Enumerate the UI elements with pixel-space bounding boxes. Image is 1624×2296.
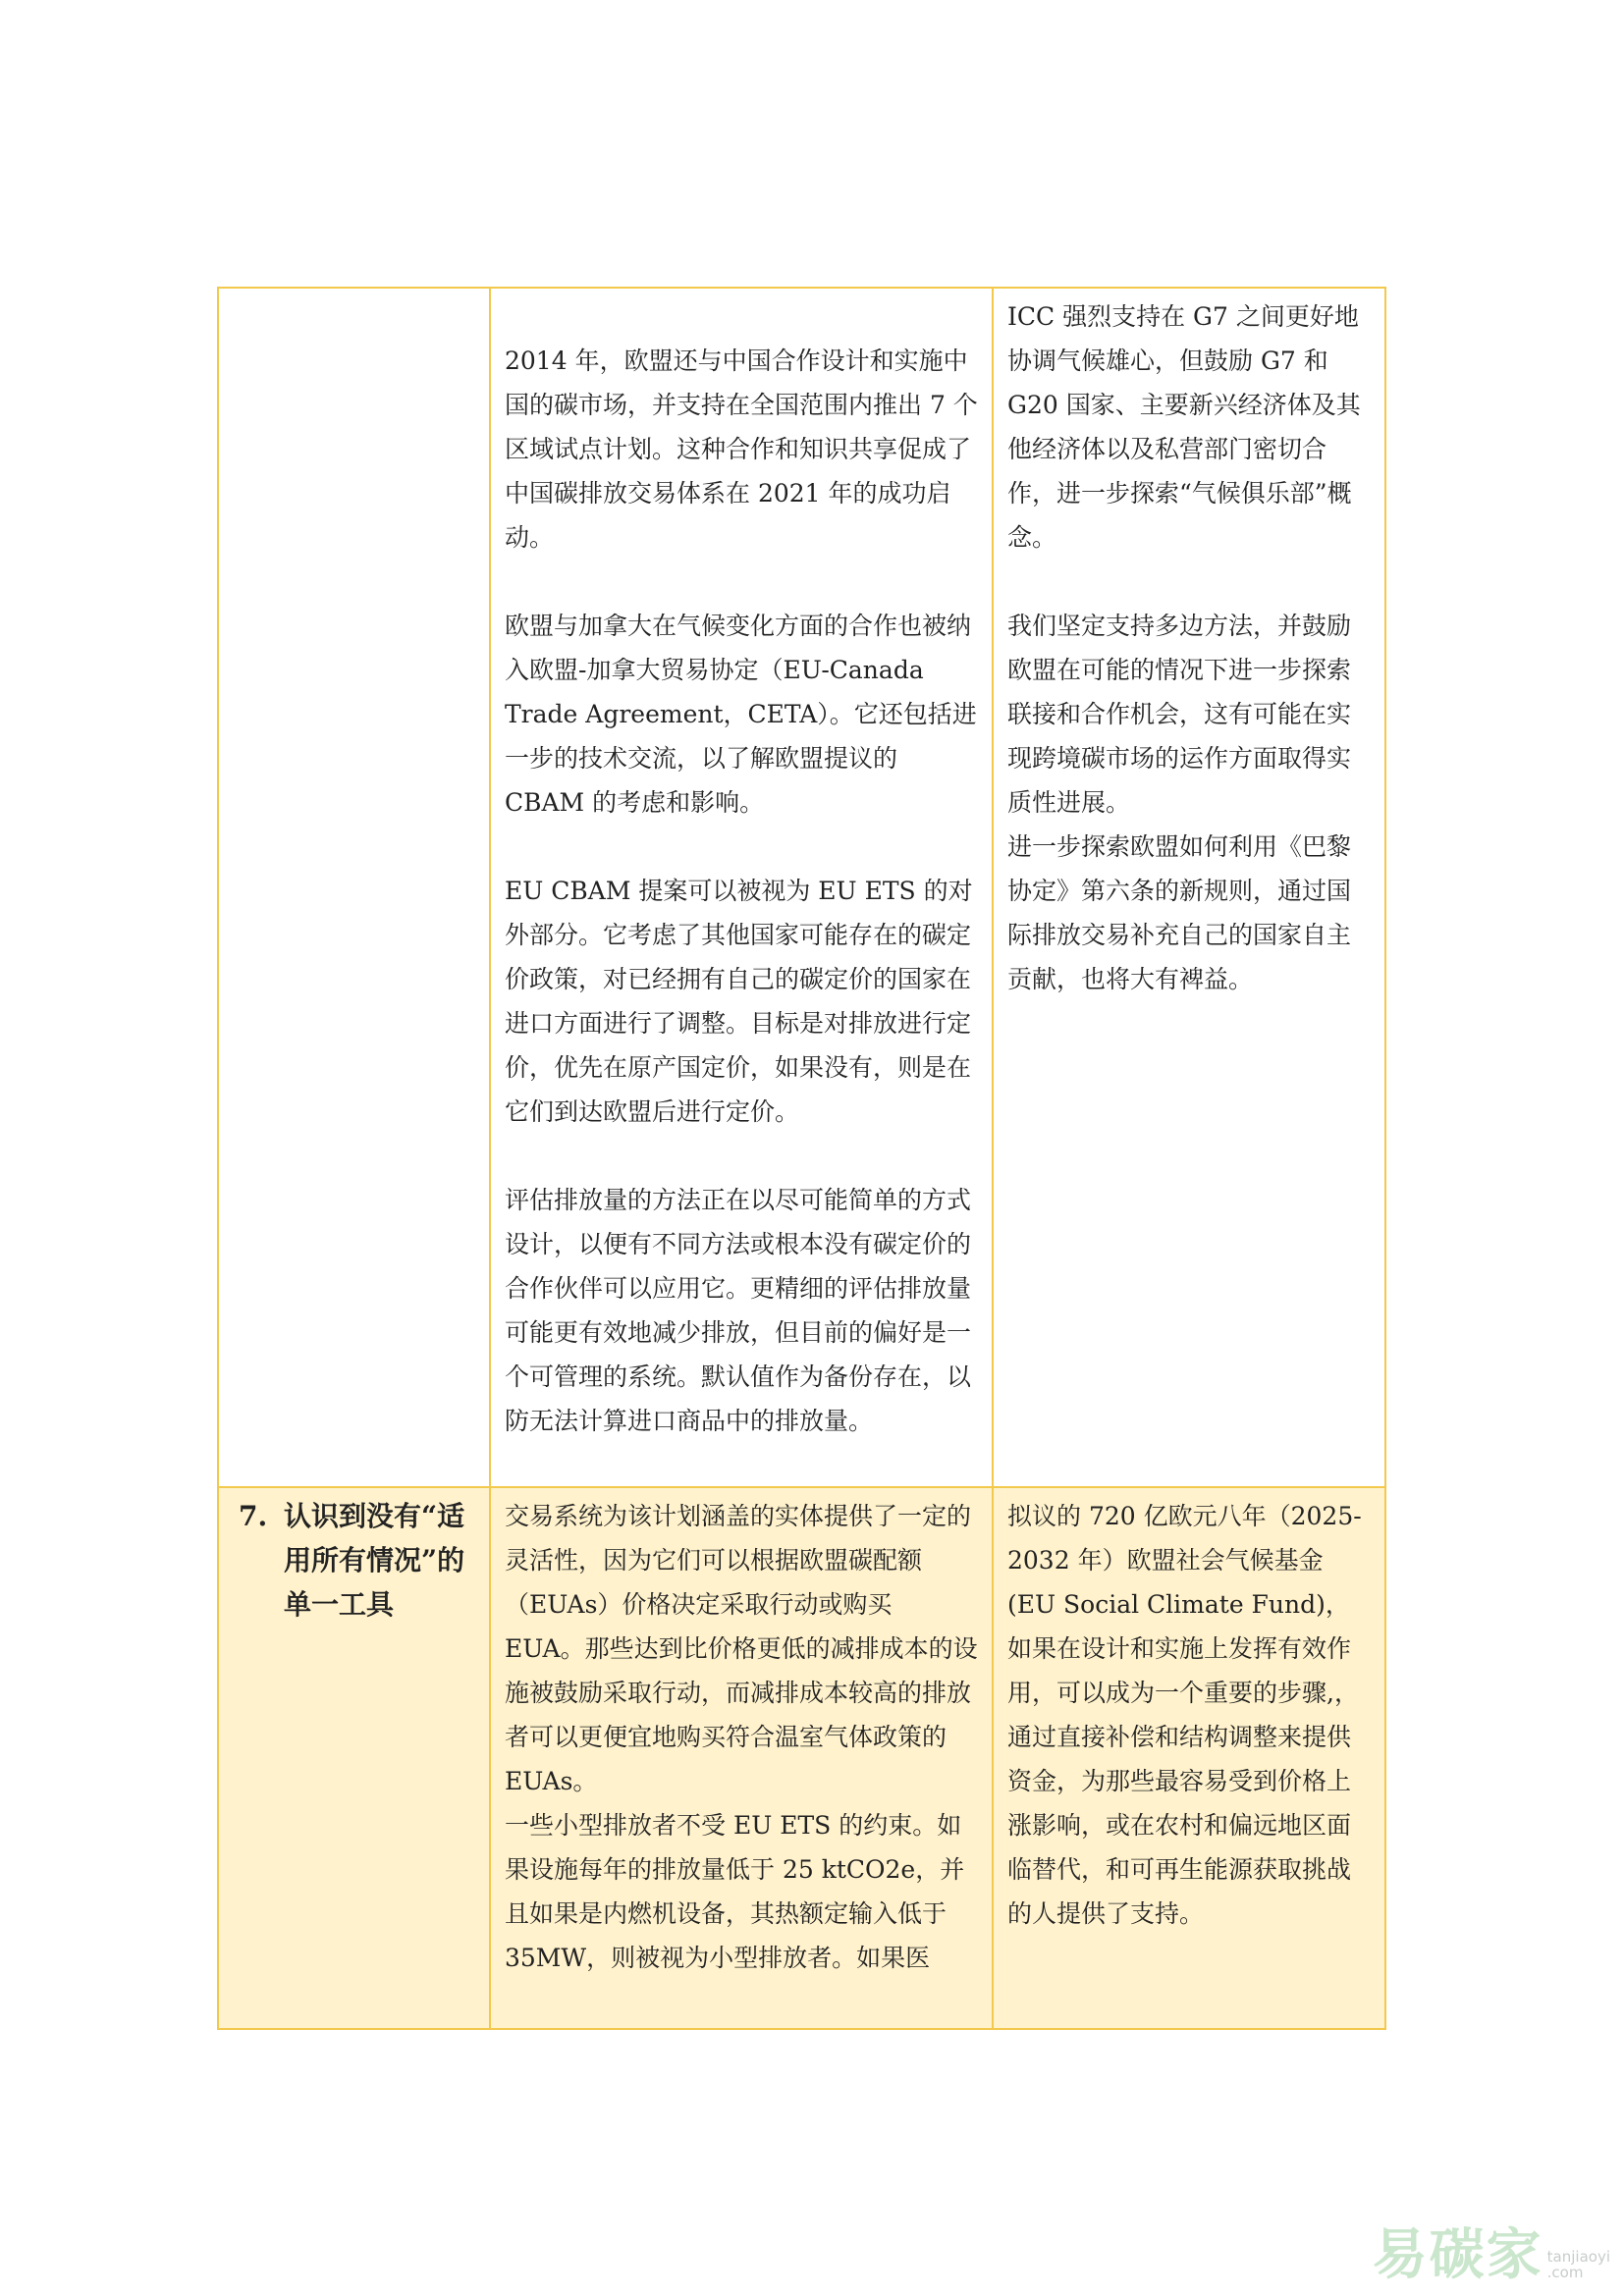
row1-topic-cell (218, 288, 490, 1487)
paragraph: 评估排放量的方法正在以尽可能简单的方式设计，以便有不同方法或根本没有碳定价的合作伙伴可以应用它。更精细的评估排放量可能更有效地减少排放，但目前的偏好是一个可管理的系统。默认值作为备份存在，以防无法计算进口商品中的排放量。 (505, 1186, 972, 1435)
row1-icc-position-cell (993, 288, 1385, 1487)
watermark-domain-line2: .com (1546, 2264, 1584, 2281)
paragraph: 进一步探索欧盟如何利用《巴黎协定》第六条的新规则，通过国际排放交易补充自己的国家自主贡献，也将大有裨益。 (1007, 832, 1352, 993)
paragraph: 拟议的 720 亿欧元八年（2025-2032 年）欧盟社会气候基金(EU Social Climate Fund)，如果在设计和实施上发挥有效作用，可以成为一个重要的步骤,，通过直接补偿和结构调整来提供资金，为那些最容易受到价格上涨影响，或在农村和偏远地区面临替代，和可再生能源获取挑战的人提供了支持。 (1007, 1502, 1362, 1928)
row2-topic-cell (218, 1487, 490, 2029)
paragraph: 我们坚定支持多边方法，并鼓励欧盟在可能的情况下进一步探索联接和合作机会，这有可能在实现跨境碳市场的运作方面取得实质性进展。 (1007, 612, 1352, 817)
topic-title: 认识到没有“适用所有情况”的单一工具 (284, 1500, 465, 1621)
row2-icc-position-cell (993, 1487, 1385, 2029)
policy-table (217, 287, 1386, 2030)
topic-heading (233, 1494, 475, 1627)
table-row (218, 288, 1385, 1487)
row2-eu-measures-cell (490, 1487, 993, 2029)
paragraph: 欧盟与加拿大在气候变化方面的合作也被纳入欧盟-加拿大贸易协定（EU-Canada Trade Agreement，CETA）。它还包括进一步的技术交流，以了解欧盟提议的 CBAM 的考虑和影响。 (505, 612, 977, 817)
site-watermark (1373, 2212, 1610, 2290)
table-row (218, 1487, 1385, 2029)
watermark-domain-line1: tanjiaoyi (1546, 2248, 1610, 2266)
paragraph: 交易系统为该计划涵盖的实体提供了一定的灵活性，因为它们可以根据欧盟碳配额（EUAs）价格决定采取行动或购买 EUA。那些达到比价格更低的减排成本的设施被鼓励采取行动，而减排成本较高的排放者可以更便宜地购买符合温室气体政策的 EUAs。 (505, 1502, 978, 1795)
paragraph: ICC 强烈支持在 G7 之间更好地协调气候雄心，但鼓励 G7 和 G20 国家、主要新兴经济体及其他经济体以及私营部门密切合作，进一步探索“气候俱乐部”概念。 (1007, 302, 1361, 552)
paragraph: 一些小型排放者不受 EU ETS 的约束。如果设施每年的排放量低于 25 ktCO2e，并且如果是内燃机设备，其热额定输入低于 35MW，则被视为小型排放者。如果医 (505, 1811, 965, 1972)
topic-number: 7. (239, 1500, 268, 1532)
row1-eu-measures-cell (490, 288, 993, 1487)
watermark-logo-text: 易碳家 (1372, 2223, 1543, 2287)
paragraph: 2014 年，欧盟还与中国合作设计和实施中国的碳市场，并支持在全国范围内推出 7 个区域试点计划。这种合作和知识共享促成了中国碳排放交易体系在 2021 年的成功启动。 (505, 347, 978, 552)
paragraph: EU CBAM 提案可以被视为 EU ETS 的对外部分。它考虑了其他国家可能存在的碳定价政策，对已经拥有自己的碳定价的国家在进口方面进行了调整。目标是对排放进行定价，优先在原产国定价，如果没有，则是在它们到达欧盟后进行定价。 (505, 877, 973, 1126)
watermark-domain (1547, 2249, 1610, 2280)
